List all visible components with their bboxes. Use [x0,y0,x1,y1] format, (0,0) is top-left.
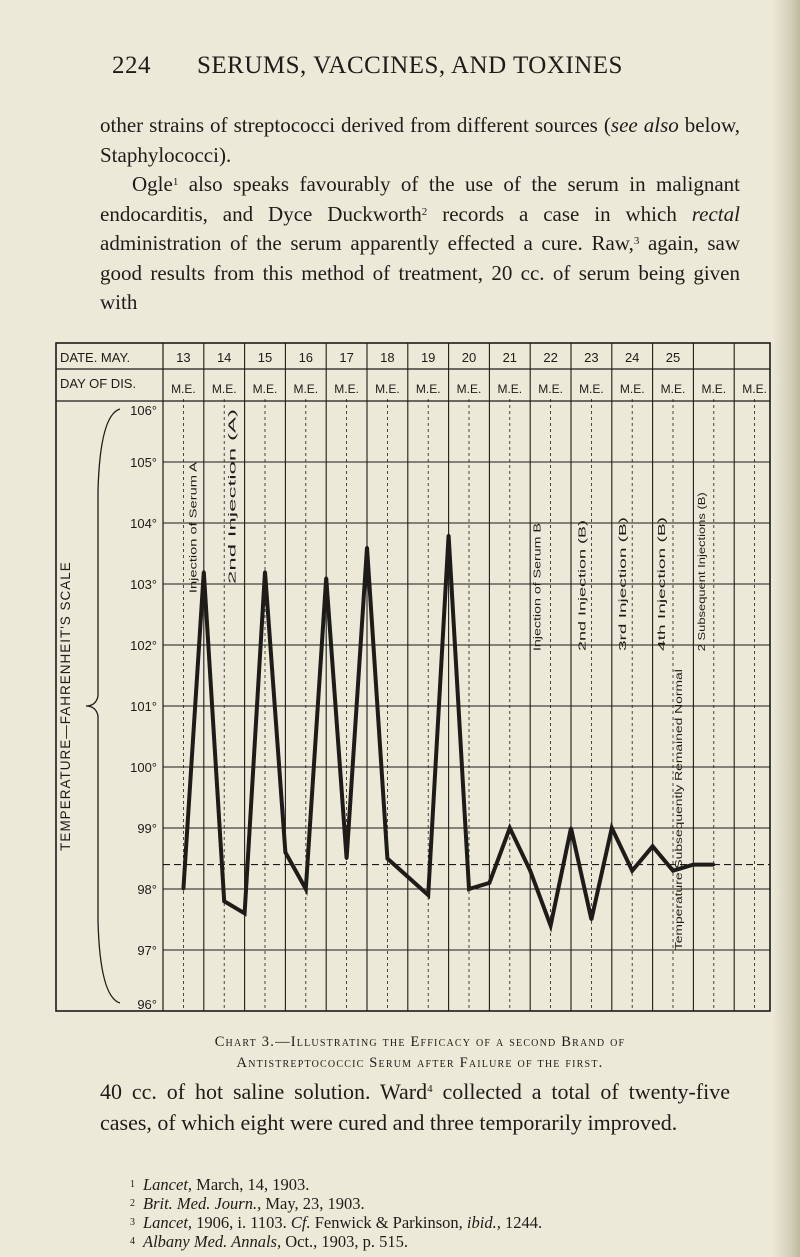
temperature-point [223,900,226,903]
temperature-point [631,869,634,872]
me-label: M.E. [375,382,400,396]
date-label: 21 [502,350,518,365]
temperature-point [508,827,511,830]
temperature-point [284,851,287,854]
text-fragment: below, Staphylococci). [100,113,740,167]
chart-annotation: Injection of Serum A [187,499,200,594]
text-line: other strains of streptococci derived from different sources [100,113,598,137]
footnote-ref: 2 [421,205,428,218]
date-label: 18 [380,350,395,365]
footnote-ref: 1 [172,176,179,188]
chart-annotation: 2 Subsequent Injections (B) [695,522,708,652]
me-label: M.E. [538,382,563,396]
chart-caption [60,1032,780,1074]
temperature-point [264,570,267,573]
y-tick-label: 106° [130,403,157,418]
temperature-point [692,863,695,866]
text-italic: rectal [691,201,740,226]
y-tick-label: 100° [130,760,157,775]
page-number: 224 [112,52,151,79]
temperature-point [406,875,409,878]
y-tick-label: 99° [137,821,157,836]
temperature-point [386,857,389,860]
temperature-point [549,924,552,927]
temperature-point [488,881,491,884]
footnote-ref: 3 [633,235,640,247]
date-label: 17 [339,350,354,365]
chart-annotation: 2nd Injection (B) [576,574,589,652]
axis-brace [86,409,120,1003]
date-row-label: DATE. MAY. [60,350,131,365]
temperature-point [304,888,307,891]
text-fragment: Ogle [132,172,173,196]
chart-annotation: 2nd Injection (A) [226,507,239,584]
temperature-point [590,918,593,921]
chart-annotation: Temperature Subsequently Remained Normal [672,737,685,951]
me-label: M.E. [660,382,686,396]
me-label: M.E. [211,382,237,396]
date-label: 13 [176,350,191,365]
me-label: M.E. [334,382,359,396]
caption-line: Antistreptococcic Serum after Failure of the first. [236,1055,604,1071]
me-label: M.E. [171,382,196,396]
date-label: 22 [543,350,558,365]
me-label: M.E. [701,382,727,396]
day-row-label: DAY OF DIS. [60,376,137,391]
footnote: $^4$ Albany Med. Annals, Oct., 1903, p. 515. [130,1232,409,1251]
me-label: M.E. [619,382,645,396]
text-fragment: administration of the serum apparently effected a cure. Raw, [100,231,634,255]
caption-line: Chart 3.—Illustrating the Efficacy of a second Brand of [214,1034,626,1050]
y-tick-label: 105° [130,455,157,470]
footnote: $^1$ Lancet, March, 14, 1903. [130,1175,310,1194]
temperature-point [447,534,450,537]
text-fragment: again, saw good results from this method of treatment, 20 cc. of serum being given with [100,231,741,314]
temperature-point [468,888,471,891]
chart-annotation: Injection of Serum B [531,556,544,652]
y-tick-label: 97° [137,943,157,958]
temperature-point [529,869,532,872]
temperature-point [610,827,613,830]
me-label: M.E. [742,382,767,396]
me-label: M.E. [579,382,604,396]
temperature-point [345,857,348,860]
footnote-ref: 4 [427,1083,433,1095]
y-tick-label: 103° [130,577,157,592]
temperature-point [325,576,328,579]
me-label: M.E. [415,382,441,396]
temperature-point [570,827,573,830]
y-tick-label: 96° [137,997,157,1012]
running-head: SERUMS, VACCINES, AND TOXINES [197,52,623,79]
me-label: M.E. [497,382,523,396]
temperature-point [651,845,654,848]
y-tick-label: 102° [130,638,157,653]
footnote: $^2$ Brit. Med. Journ., May, 23, 1903. [130,1194,365,1213]
text-fragment: collected a total of twenty-five cases, of which eight were cured and three temporarily improved. [100,1079,730,1135]
text-fragment: records a case in which [427,201,692,226]
date-label: 24 [624,350,640,365]
footnotes [130,1175,750,1251]
temperature-point [202,570,205,573]
text-fragment: also speaks favourably of the use of the serum in malignant endocarditis, and Dyce Duckworth [100,172,740,226]
date-label: 23 [584,350,599,365]
me-label: M.E. [293,382,319,396]
text-fragment: ( [603,113,611,137]
chart-annotation: 4th Injection (B) [655,577,668,651]
temperature-point [427,894,430,897]
y-tick-label: 98° [137,882,157,897]
temperature-point [712,863,715,866]
y-tick-label: 101° [130,699,157,714]
date-label: 25 [665,350,681,365]
date-label: 14 [216,350,232,365]
y-tick-label: 104° [130,516,157,531]
date-label: 15 [257,350,273,365]
date-label: 19 [420,350,436,365]
temperature-point [182,888,185,891]
text-italic: see also [610,113,679,137]
temperature-point [243,912,246,915]
text-fragment: 40 cc. of hot saline solution. Ward [100,1079,428,1104]
me-label: M.E. [252,382,278,396]
footnote: $^3$ Lancet, 1906, i. 1103. Cf. Fenwick & Parkinson, ibid., 1244. [130,1213,543,1232]
me-label: M.E. [456,382,482,396]
temperature-point [366,546,369,549]
date-label: 20 [461,350,477,365]
paragraph-ward [100,1076,730,1138]
body-text-bottom [100,1076,730,1138]
chart-annotation: 3rd Injection (B) [617,576,630,651]
y-axis-title: TEMPERATURE—FAHRENHEIT'S SCALE [58,561,73,851]
date-label: 16 [298,350,314,365]
